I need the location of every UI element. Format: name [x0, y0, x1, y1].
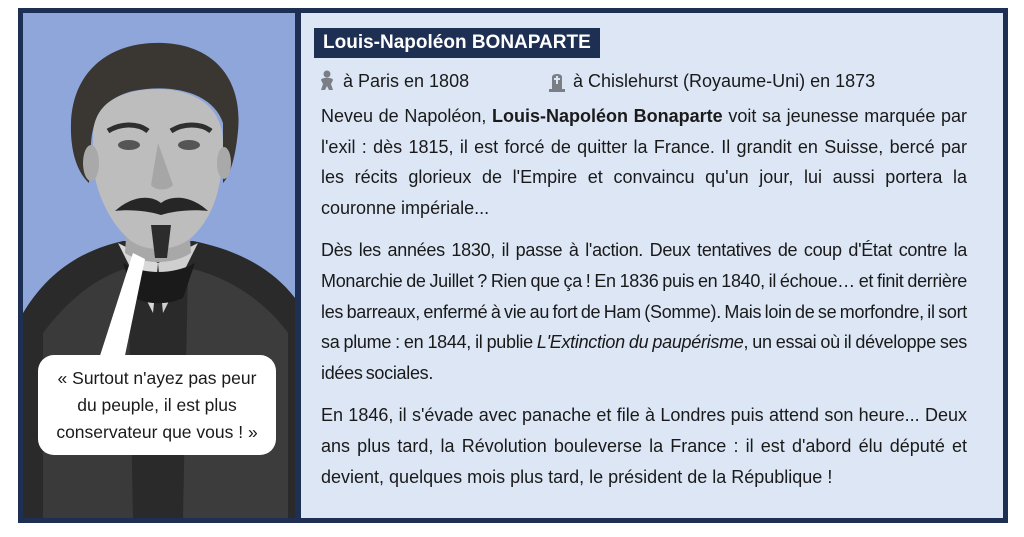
biography-text: [321, 101, 967, 504]
tombstone-icon: [547, 70, 567, 92]
paragraph-1-intro: Neveu de Napoléon,: [321, 106, 493, 126]
name-title: Louis-Napoléon BONAPARTE: [314, 28, 600, 58]
paragraph-2-body: Dès les années 1830, il passe à l'action. Deux tentatives de coup d'État contre la Monarchie de Juillet ? Rien que ça ! En 1836 puis en 1840, il échoue… et finit derrière les barreaux, enfermé à vie au fort de Ham (Somme). Mais loin de se morfondre, il sort sa plume : en 1844, il publie: [321, 240, 967, 353]
paragraph-1-body: voit sa jeunesse marquée par l'exil : dès 1815, il est forcé de quitter la France. Il grandit en Suisse, bercé par les récits glorieux de l'Empire et convaincu qu'un jour, lui aussi portera la couronne impériale...: [321, 106, 968, 218]
biography-panel: [296, 8, 1008, 523]
dates-row: [317, 67, 987, 95]
baby-icon: [317, 70, 337, 92]
biography-content: [301, 13, 1003, 518]
paragraph-1: [321, 101, 967, 223]
death-info: [547, 67, 875, 95]
paragraph-3: En 1846, il s'évade avec panache et file à Londres puis attend son heure... Deux ans plus tard, la Révolution bouleverse la France : il est d'abord élu député et devient, quelques mois plus tard, le président de la République !: [321, 405, 967, 487]
paragraph-1-name: Louis-Napoléon Bonaparte: [492, 106, 723, 126]
paragraph-2-end: , un essai où il développe ses idées sociales.: [321, 332, 968, 383]
quote-text: « Surtout n'ayez pas peur du peuple, il est plus conservateur que vous ! »: [56, 367, 258, 442]
birth-info: [317, 67, 469, 95]
paragraph-2: [321, 235, 967, 388]
book-title: L'Extinction du paupérisme: [536, 332, 744, 353]
quote-bubble: [38, 355, 276, 455]
birth-text: à Paris en 1808: [343, 70, 470, 91]
death-text: à Chislehurst (Royaume-Uni) en 1873: [573, 70, 876, 91]
